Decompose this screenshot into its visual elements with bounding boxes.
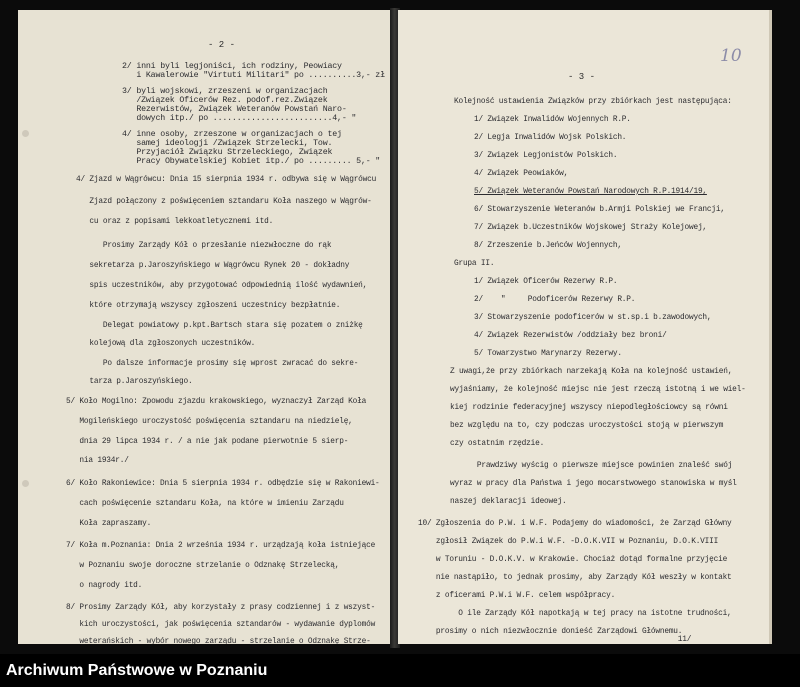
text-line: spis uczestników, aby przygotować odpowiednią ilość wydawnień, xyxy=(76,282,368,290)
text-line: wyraz w pracy dla Państwa i jego mocarstwowego stanowiska w myśl xyxy=(450,480,737,488)
binding-hole xyxy=(22,130,29,137)
text-line: wyjaśniamy, że kolejność miejsc nie jest rzeczą istotną i we wiel- xyxy=(450,386,746,394)
text-line: Prawdziwy wyścig o pierwsze miejsce powinien znaleść swój xyxy=(450,462,733,470)
text-line: nie nastąpiło, to jednak prosimy, aby Zarządy Kół weszły w kontakt xyxy=(418,574,732,582)
text-line: 5/ Towarzystwo Marynarzy Rezerwy. xyxy=(474,350,622,358)
text-line: 4/ Związek Peowiaków, xyxy=(474,170,569,178)
text-line: Prosimy Zarządy Kół o przesłanie niezwłoczne do rąk xyxy=(76,242,332,250)
text-line: 1/ Związek Inwalidów Wojennych R.P. xyxy=(474,116,631,124)
text-line: i Kawalerowie "Virtuti Militari" po ..........3,- zł xyxy=(122,71,385,80)
text-line: 1/ Związek Oficerów Rezerwy R.P. xyxy=(474,278,618,286)
text-line: cu oraz z popisami lekkoatletycznemi itd. xyxy=(76,218,274,226)
text-line: samej ideologji /Związek Strzelecki, Tow. xyxy=(122,139,333,148)
text-line: 6/ Stowarzyszenie Weteranów b.Armji Polskiej we Francji, xyxy=(474,206,725,214)
text-line: /Związek Oficerów Rez. podof.rez.Związek xyxy=(122,96,328,105)
text-line: 2/ " Podoficerów Rezerwy R.P. xyxy=(474,296,636,304)
text-line: 3/ Stowarzyszenie podoficerów w st.sp.i b.zawodowych, xyxy=(474,314,712,322)
text-line: kich uroczystości, jak poświęcenia sztandarów - wydawanie dyplomów xyxy=(66,621,376,629)
text-line: Kolejność ustawienia Związków przy zbiórkach jest następująca: xyxy=(454,98,732,106)
text-line: Grupa II. xyxy=(454,260,495,268)
text-line: Z uwagi,że przy zbiórkach narzekają Koła na kolejność ustawień, xyxy=(450,368,733,376)
text-line: Mogileńskiego uroczystość poświęcenia sztandaru na niedzielę, xyxy=(66,418,353,426)
text-line: które otrzymają wszyscy zgłoszeni uczestnicy bezpłatnie. xyxy=(76,302,341,310)
text-line: w Poznaniu swoje doroczne strzelanie o Odznakę Strzelecką, xyxy=(66,562,340,570)
text-line: 7/ Koła m.Poznania: Dnia 2 września 1934 r. urządzają koła istniejące xyxy=(66,542,376,550)
archive-title: Archiwum Państwowe w Poznaniu xyxy=(6,662,268,679)
text-line: nia 1934r./ xyxy=(66,457,129,465)
text-line: 2/ Legja Inwalidów Wojsk Polskich. xyxy=(474,134,627,142)
text-line: 4/ inne osoby, zrzeszone w organizacjach o tej xyxy=(122,130,342,139)
text-line: Po dalsze informacje prosimy się wprost zwracać do sekre- xyxy=(76,360,359,368)
text-line: 7/ Związek b.Uczestników Wojskowej Straży Kolejowej, xyxy=(474,224,707,232)
text-line: czy ostatnim rzędzie. xyxy=(450,440,545,448)
text-line: 10/ Zgłoszenia do P.W. i W.F. Podajemy do wiadomości, że Zarząd Główny xyxy=(418,520,732,528)
left-page-number: - 2 - xyxy=(208,40,236,50)
text-line: dnia 29 lipca 1934 r. / a nie jak podane pierwotnie 5 sierp- xyxy=(66,438,349,446)
text-line: o nagrody itd. xyxy=(66,582,143,590)
text-line: 4/ Zjazd w Wągrówcu: Dnia 15 sierpnia 1934 r. odbywa się w Wągrówcu xyxy=(76,176,377,184)
text-line: dowych itp./ po .........................4,- " xyxy=(122,114,357,123)
text-line: Przyjaciół Związku Strzeleckiego, Związek xyxy=(122,148,333,157)
footer-bar xyxy=(0,654,800,687)
text-line: 6/ Koło Rakoniewice: Dnia 5 sierpnia 1934 r. odbędzie się w Rakoniewi- xyxy=(66,480,380,488)
page-edge xyxy=(769,10,772,644)
text-line: kiej rodzinie federacyjnej wszyscy niepodległościowcy są równi xyxy=(450,404,728,412)
text-line: cach poświęcenie sztandaru Koła, na które w imieniu Zarządu xyxy=(66,500,344,508)
text-line: w Toruniu - D.O.K.V. w Krakowie. Chociaż dotąd formalne przyjęcie xyxy=(418,556,728,564)
text-line: 5/ Związek Weteranów Powstań Narodowych R.P.1914/19, xyxy=(474,188,707,196)
text-line: zgłosił Związek do P.W.i W.F. -D.O.K.VII w Poznaniu, D.O.K.VIII xyxy=(418,538,719,546)
text-line: z oficerami P.W.i W.F. celem współpracy. xyxy=(418,592,616,600)
text-line: 5/ Koło Mogilno: Zpowodu zjazdu krakowskiego, wyznaczył Zarząd Koła xyxy=(66,398,367,406)
text-line: kolejową dla zgłoszonych uczestników. xyxy=(76,340,256,348)
text-line: 2/ inni byli legjoniści, ich rodziny, Peowiacy xyxy=(122,62,342,71)
text-line: sekretarza p.Jaroszyńskiego w Wągrówcu Rynek 20 - dokładny xyxy=(76,262,350,270)
text-line: 8/ Zrzeszenie b.Jeńców Wojennych, xyxy=(474,242,622,250)
text-line: 3/ Związek Legjonistów Polskich. xyxy=(474,152,618,160)
text-line: O ile Zarządy Kół napotkają w tej pracy na istotne trudności, xyxy=(418,610,732,618)
text-line: 11/ xyxy=(418,636,692,644)
text-line: prosimy o nich niezwłocznie donieść Zarządowi Głównemu. xyxy=(418,628,683,636)
handwritten-page-number: 10 xyxy=(720,46,742,66)
binding-hole xyxy=(22,480,29,487)
left-page xyxy=(18,10,392,644)
text-line: Pracy Obywatelskiej Kobiet itp./ po ......... 5,- " xyxy=(122,157,381,166)
text-line: 8/ Prosimy Zarządy Kół, aby korzystały z prasy codziennej i z wszyst- xyxy=(66,604,376,612)
text-line: Koła zapraszamy. xyxy=(66,520,152,528)
right-page-number: - 3 - xyxy=(568,72,596,82)
text-line: 4/ Związek Rezerwistów /oddziały bez broni/ xyxy=(474,332,667,340)
text-line: Rezerwistów, Związek Weteranów Powstań Naro- xyxy=(122,105,347,114)
text-line: bez względu na to, czy podczas uroczystości stoją w pierwszym xyxy=(450,422,724,430)
text-line: 3/ byli wojskowi, zrzeszeni w organizacjach xyxy=(122,87,328,96)
text-line: naszej deklaracji ideowej. xyxy=(450,498,567,506)
right-page xyxy=(398,10,772,644)
text-line: tarza p.Jaroszyńskiego. xyxy=(76,378,193,386)
text-line: weterańskich - wybór nowego zarządu - strzelanie o Odznakę Strze- xyxy=(66,638,371,644)
text-line: Delegat powiatowy p.kpt.Bartsch stara się pozatem o zniżkę xyxy=(76,322,363,330)
text-line: Zjazd połączony z poświęceniem sztandaru Koła naszego w Wągrów- xyxy=(76,198,372,206)
